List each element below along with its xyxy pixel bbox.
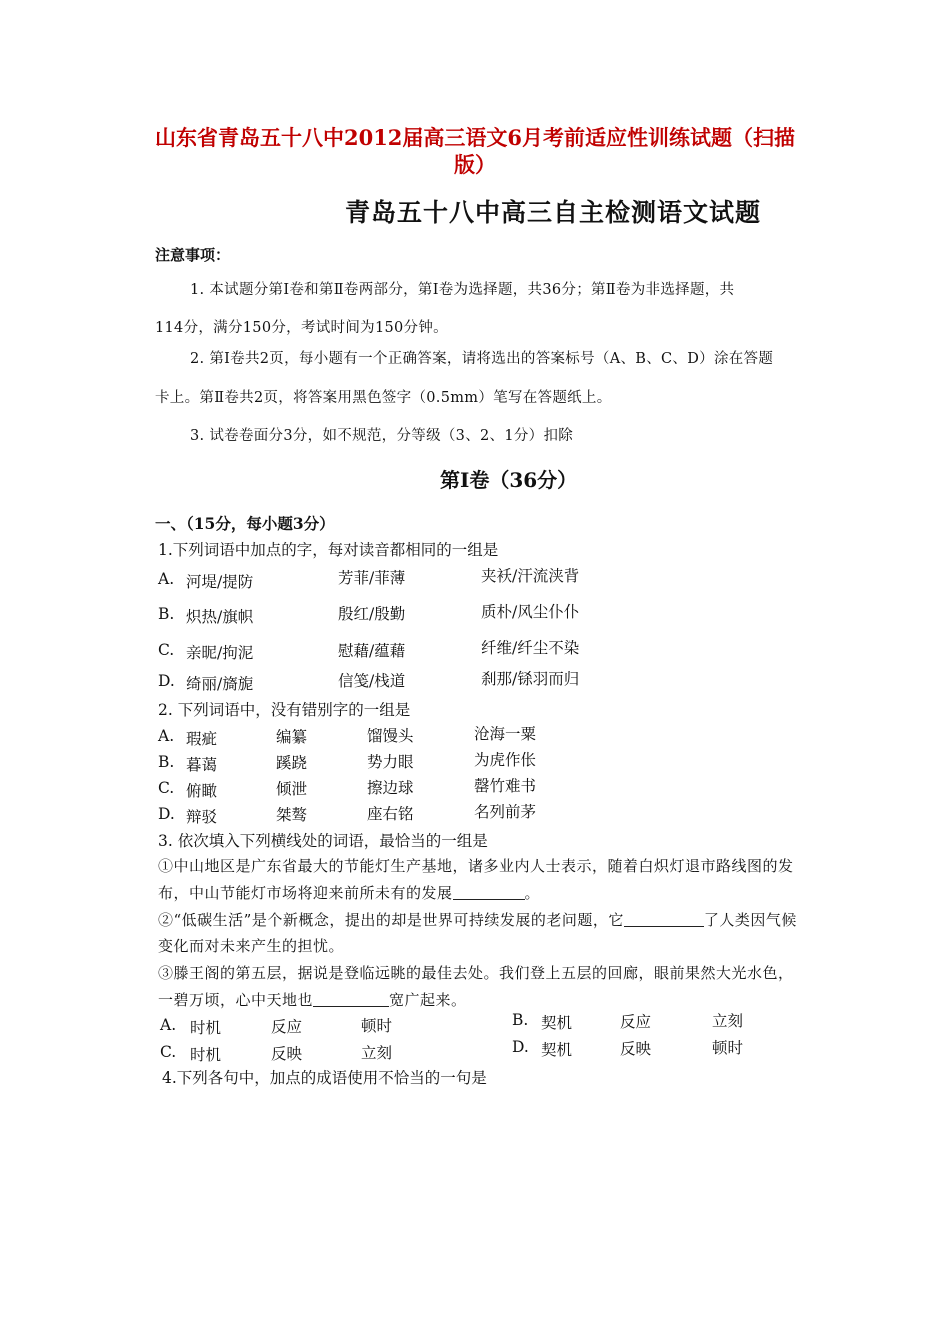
- option-label: A.: [158, 570, 175, 588]
- option-label: D.: [158, 805, 175, 823]
- option-item: 桀骜: [276, 806, 308, 824]
- option-label: C.: [158, 641, 175, 659]
- notice-item-2b: 卡上。第Ⅱ卷共2页，将答案用黑色签字（0.5mm）笔写在答题纸上。: [155, 390, 612, 406]
- option-label: A.: [160, 1016, 177, 1034]
- option-label: C.: [160, 1043, 177, 1061]
- option-item: 为虎作伥: [474, 751, 537, 769]
- option-label: D.: [512, 1038, 529, 1056]
- option-item: 顿时: [712, 1039, 744, 1057]
- answer-blank: [453, 884, 525, 900]
- part1-heading: 第Ⅰ卷（36分）: [440, 468, 578, 492]
- q2-stem: 2. 下列词语中，没有错别字的一组是: [158, 701, 411, 719]
- option-item: 炽热/旗帜: [186, 608, 254, 626]
- option-item: 殷红/殷勤: [338, 605, 406, 623]
- option-item: 纤维/纤尘不染: [481, 639, 580, 657]
- option-item: 时机: [190, 1019, 222, 1037]
- option-item: 罄竹难书: [474, 777, 537, 795]
- option-item: 反应: [271, 1018, 303, 1036]
- notice-heading: 注意事项：: [155, 246, 231, 264]
- option-item: 座右铭: [367, 805, 414, 823]
- notice-item-1a: 1. 本试题分第Ⅰ卷和第Ⅱ卷两部分，第Ⅰ卷为选择题，共36分；第Ⅱ卷为非选择题，共: [190, 282, 735, 298]
- q3-sentence-3b: [158, 989, 467, 1010]
- option-item: 顿时: [361, 1017, 393, 1035]
- option-item: 时机: [190, 1046, 222, 1064]
- q4-stem: 4.下列各句中，加点的成语使用不恰当的一句是: [162, 1069, 487, 1087]
- option-label: B.: [158, 605, 175, 623]
- document-title: 青岛五十八中高三自主检测语文试题: [345, 198, 762, 227]
- notice-item-3: 3. 试卷卷面分3分，如不规范，分等级（3、2、1分）扣除: [190, 428, 574, 444]
- q1-stem: 1.下列词语中加点的字，每对读音都相同的一组是: [158, 541, 499, 559]
- option-item: 契机: [541, 1014, 573, 1032]
- option-item: 名列前茅: [474, 803, 537, 821]
- answer-blank: [624, 911, 704, 927]
- section1-heading: 一、（15分，每小题3分）: [155, 514, 335, 533]
- option-item: 信笺/栈道: [338, 672, 406, 690]
- option-item: 立刻: [361, 1044, 393, 1062]
- answer-blank: [313, 991, 389, 1007]
- option-item: 俯瞰: [186, 782, 218, 800]
- q3-sentence-2b: 变化而对未来产生的担忧。: [158, 937, 345, 955]
- q3-sentence-1a: ①中山地区是广东省最大的节能灯生产基地，诸多业内人士表示，随着白炽灯退市路线图的发: [158, 857, 794, 875]
- option-item: 辩驳: [186, 808, 218, 826]
- option-item: 质朴/风尘仆仆: [481, 603, 580, 621]
- option-item: 芳菲/菲薄: [338, 569, 406, 587]
- option-item: 反映: [271, 1045, 303, 1063]
- option-item: 绮丽/旖旎: [186, 675, 254, 693]
- option-item: 暮蔼: [186, 756, 218, 774]
- notice-item-1b: 114分，满分150分，考试时间为150分钟。: [155, 320, 448, 336]
- option-item: 反应: [620, 1013, 652, 1031]
- sentence-text: 了人类因气候: [703, 911, 797, 929]
- header-title-line2: 版）: [454, 152, 496, 177]
- option-item: 瑕疵: [186, 730, 218, 748]
- option-item: 倾泄: [276, 780, 308, 798]
- option-label: A.: [158, 727, 175, 745]
- option-item: 亲昵/拘泥: [186, 644, 254, 662]
- option-item: 蹊跷: [276, 754, 308, 772]
- option-label: B.: [158, 753, 175, 771]
- q3-sentence-1b: [158, 882, 540, 903]
- q3-stem: 3. 依次填入下列横线处的词语，最恰当的一组是: [158, 832, 488, 850]
- sentence-text: 宽广起来。: [389, 991, 467, 1009]
- option-label: D.: [158, 672, 175, 690]
- option-item: 反映: [620, 1040, 652, 1058]
- option-item: 夹袄/汗流浃背: [481, 567, 580, 585]
- option-item: 势力眼: [367, 753, 414, 771]
- option-item: 慰藉/蕴藉: [338, 642, 406, 660]
- sentence-text: 布，中山节能灯市场将迎来前所未有的发展: [158, 884, 453, 902]
- option-item: 契机: [541, 1041, 573, 1059]
- sentence-text: 。: [524, 884, 541, 902]
- option-item: 编纂: [276, 728, 308, 746]
- option-item: 擦边球: [367, 779, 414, 797]
- header-title-line1: 山东省青岛五十八中2012届高三语文6月考前适应性训练试题（扫描: [154, 125, 796, 150]
- option-label: B.: [512, 1011, 529, 1029]
- option-item: 沧海一粟: [474, 725, 537, 743]
- option-item: 刹那/铩羽而归: [481, 670, 580, 688]
- q3-sentence-3a: ③滕王阁的第五层，据说是登临远眺的最佳去处。我们登上五层的回廊，眼前果然大光水色，: [158, 964, 794, 982]
- option-item: 立刻: [712, 1012, 744, 1030]
- option-item: 河堤/提防: [186, 573, 254, 591]
- notice-item-2a: 2. 第Ⅰ卷共2页，每小题有一个正确答案，请将选出的答案标号（A、B、C、D）涂在答题: [190, 351, 774, 367]
- option-item: 馏馒头: [367, 727, 414, 745]
- sentence-text: ②“低碳生活”是个新概念，提出的却是世界可持续发展的老问题，它: [158, 911, 624, 929]
- q3-sentence-2a: [158, 909, 797, 930]
- sentence-text: 一碧万顷，心中天地也: [158, 991, 314, 1009]
- option-label: C.: [158, 779, 175, 797]
